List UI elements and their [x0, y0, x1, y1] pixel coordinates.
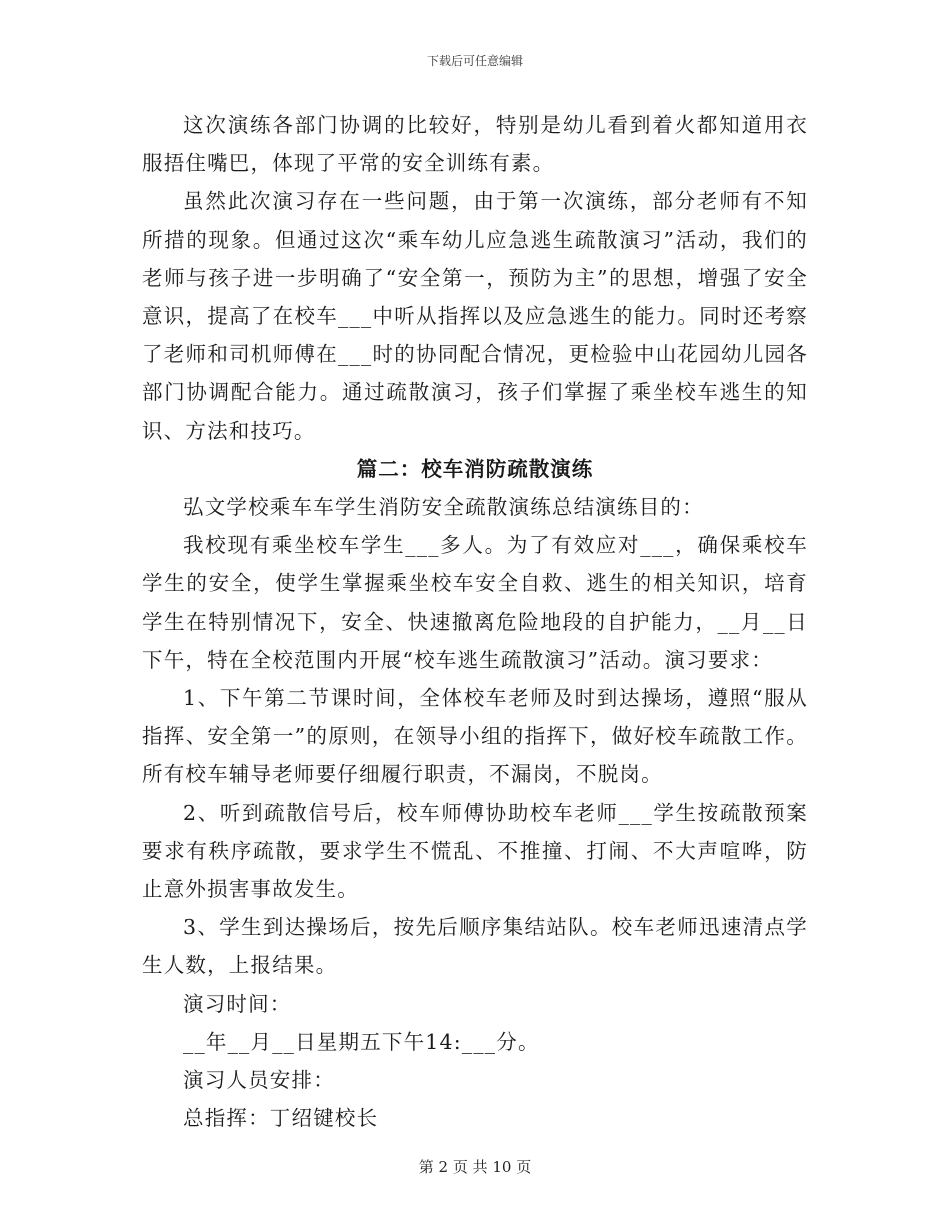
paragraph: __年__月__日星期五下午14:___分。: [183, 1029, 540, 1054]
page-footer: 第 2 页 共 10 页: [418, 1158, 532, 1176]
paragraph: 1、下午第二节课时间，全体校车老师及时到达操场，遵照“服从指挥、安全第一”的原则，在领导小组的指挥下，做好校车疏散工作。所有校车辅导老师要仔细履行职责，不漏岗，不脱岗。: [142, 686, 808, 787]
paragraph: 我校现有乘坐校车学生___多人。为了有效应对___，确保乘校车学生的安全，使学生掌握乘坐校车安全自救、逃生的相关知识，培育学生在特别情况下，安全、快速撤离危险地段的自护能力，__月__日下午，特在全校范围内开展“校车逃生疏散演习”活动。演习要求：: [142, 533, 808, 672]
paragraph: 这次演练各部门协调的比较好，特别是幼儿看到着火都知道用衣服捂住嘴巴，体现了平常的安全训练有素。: [142, 113, 808, 176]
paragraph: 2、听到疏散信号后，校车师傅协助校车老师___学生按疏散预案要求有秩序疏散，要求学生不慌乱、不推撞、打闹、不大声喧哗，防止意外损害事故发生。: [142, 800, 808, 902]
paragraph: 弘文学校乘车车学生消防安全疏散演练总结演练目的：: [183, 495, 704, 520]
paragraph: 演习时间：: [183, 991, 292, 1016]
paragraph: 总指挥：丁绍键校长: [183, 1106, 379, 1131]
paragraph: 演习人员安排：: [183, 1068, 335, 1093]
paragraph: 3、学生到达操场后，按先后顺序集结站队。校车老师迅速清点学生人数，上报结果。: [142, 915, 808, 978]
paragraph: 虽然此次演习存在一些问题，由于第一次演练，部分老师有不知所措的现象。但通过这次“乘车幼儿应急逃生疏散演习”活动，我们的老师与孩子进一步明确了“安全第一，预防为主”的思想，增强了安全意识，提高了在校车___中听从指挥以及应急逃生的能力。同时还考察了老师和司机师傅在___时的协同配合情况，更检验中山花园幼儿园各部门协调配合能力。通过疏散演习，孩子们掌握了乘坐校车逃生的知识、方法和技巧。: [142, 189, 808, 443]
document-body: [142, 106, 808, 1137]
page-header: 下载后可任意编辑: [426, 54, 523, 68]
section-title: 篇二：校车消防疏散演练: [356, 456, 594, 481]
